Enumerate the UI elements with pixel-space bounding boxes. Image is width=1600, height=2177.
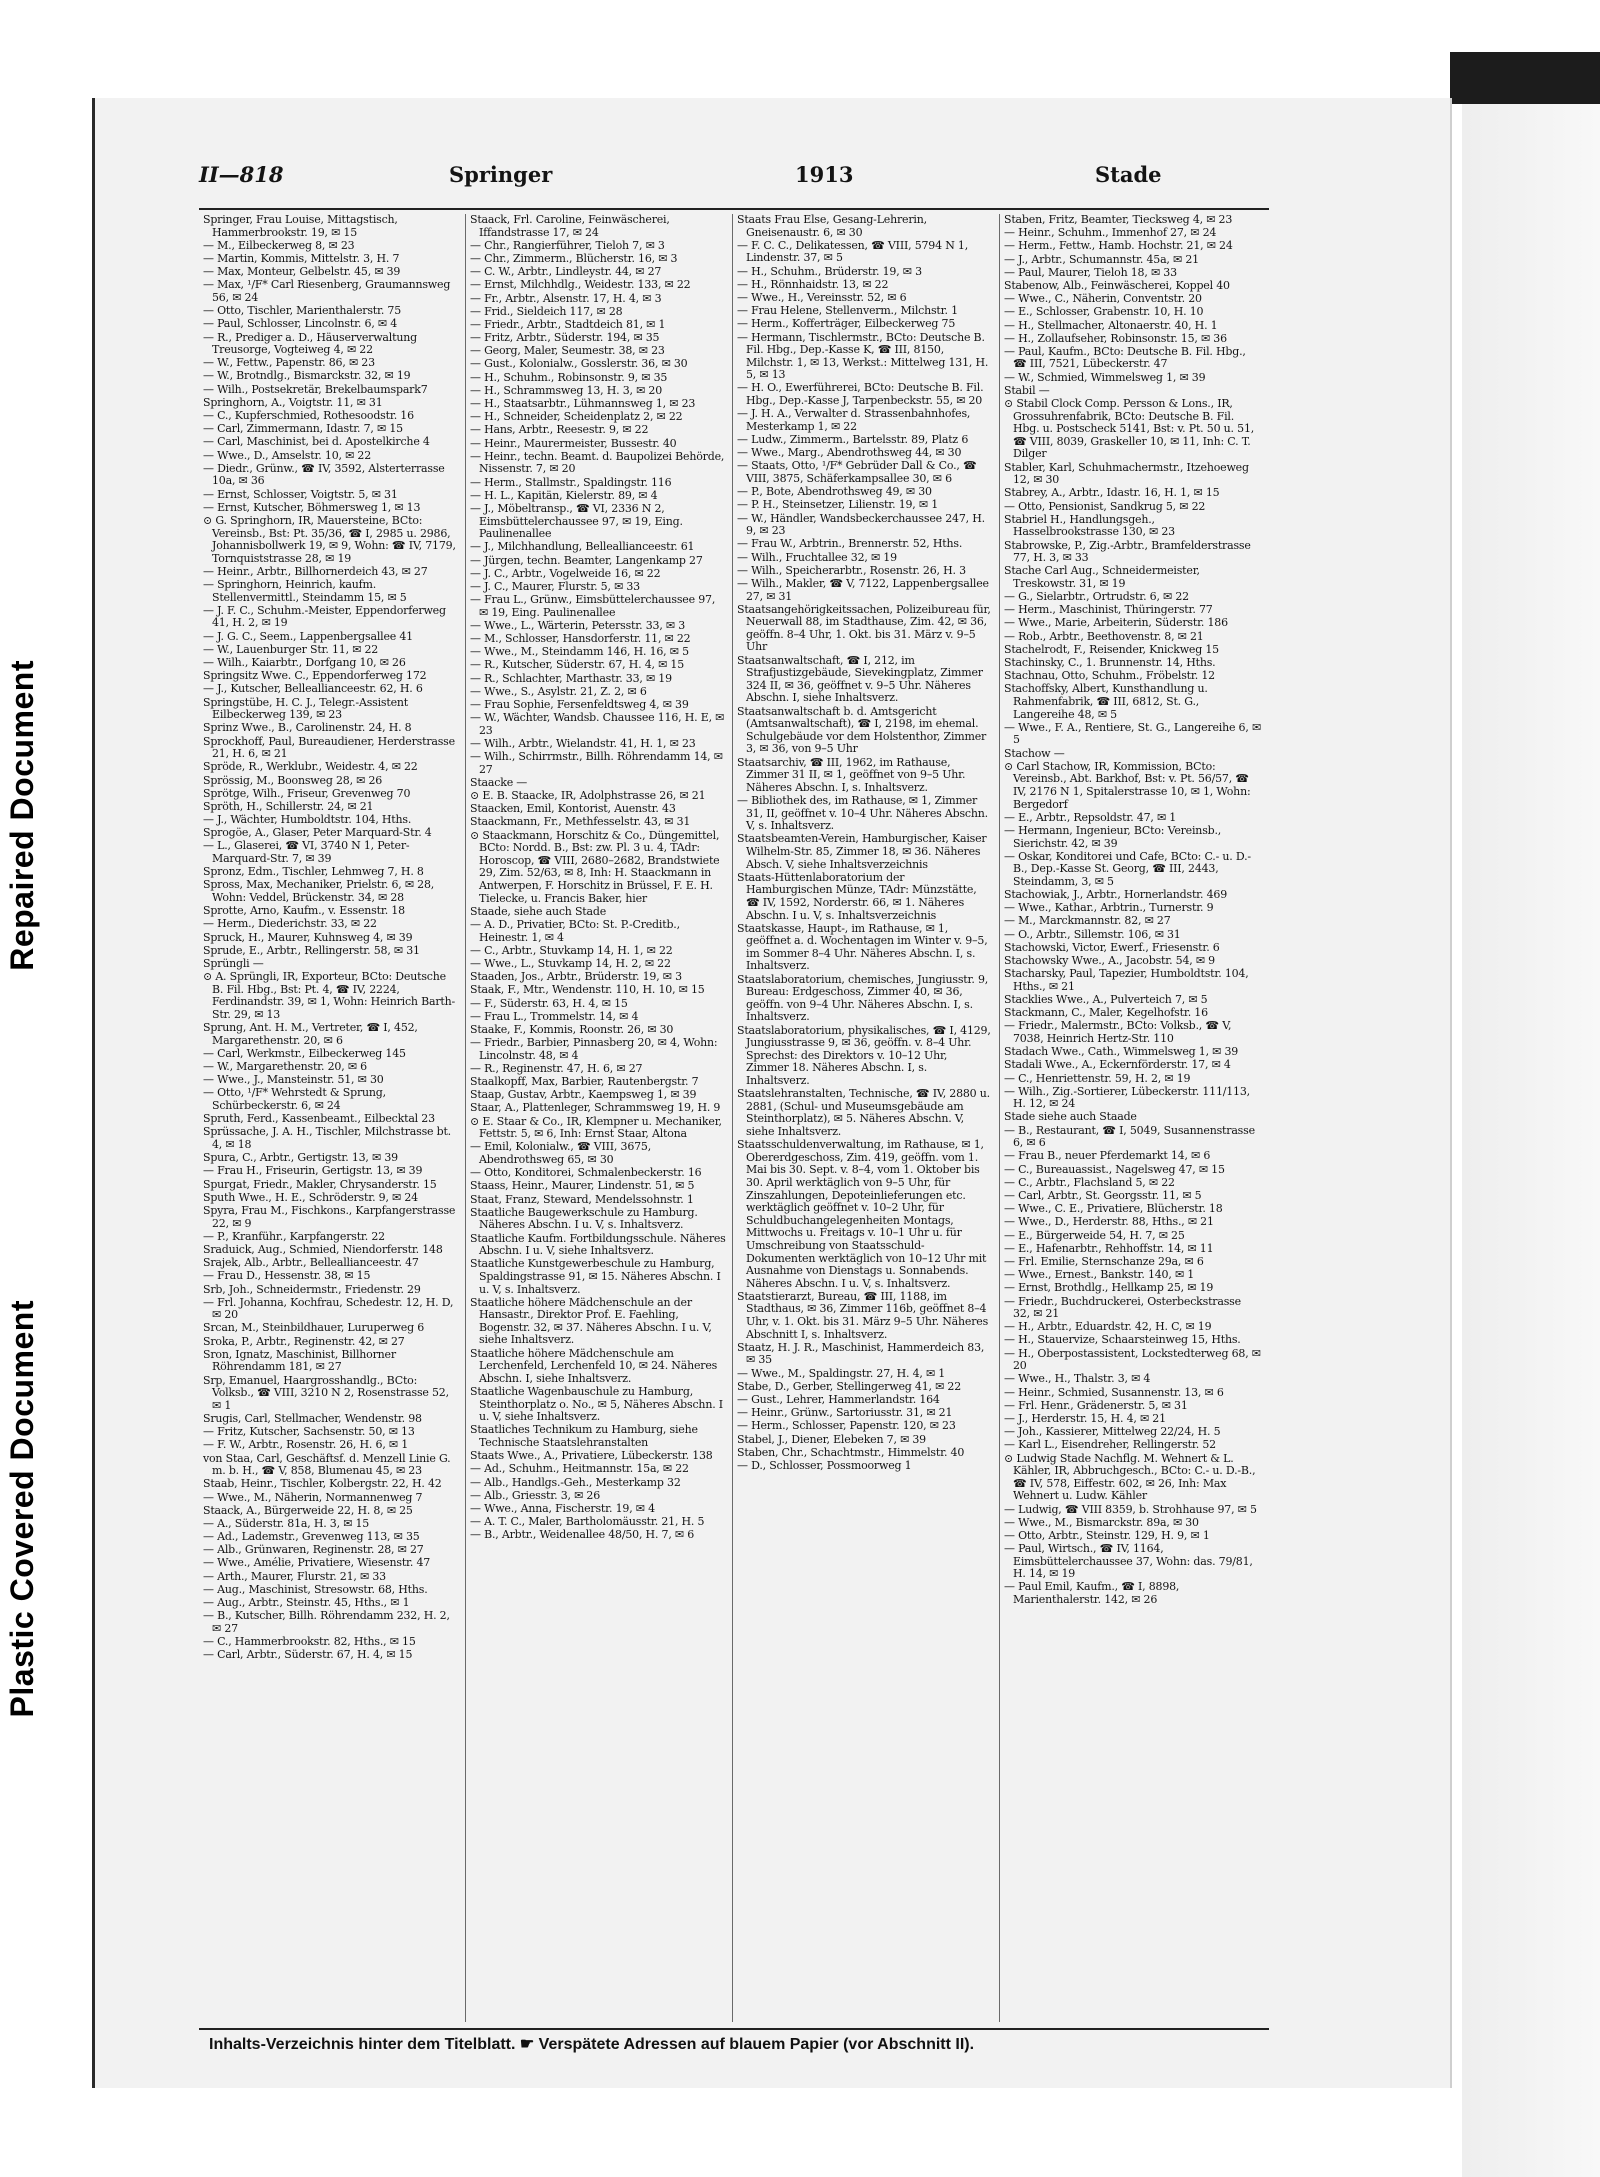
directory-entry: Staatliche Kunstgewerbeschule zu Hamburg, Spaldingstrasse 91, ✉ 15. Näheres Abschn. I u. V, s. Inhaltsverz. <box>470 1258 721 1296</box>
directory-entry: Staatslaboratorium, chemisches, Jungiusstr. 9, Bureau: Erdgeschoss, Zimmer 40, ✉ 36, geöffn. von 9–4 Uhr. Näheres Abschn. I, s. Inhaltsverz. <box>737 973 989 1024</box>
directory-entry: Staatslaboratorium, physikalisches, ☎ I, 4129, Jungiusstrasse 9, ✉ 36, geöffn. v. 8–4 Uhr. Sprechst: des Direktors v. 10–12 Uhr, Zimmer 18. Näheres Abschn. I, s. Inhaltsverz. <box>737 1024 991 1087</box>
directory-entry: Sprüngli — <box>203 957 264 970</box>
directory-entry: — Carl, Arbtr., St. Georgsstr. 11, ✉ 5 <box>1004 1190 1202 1202</box>
header-last-name: Stade <box>1095 162 1162 187</box>
directory-entry: Sprung, Ant. H. M., Vertreter, ☎ I, 452, Margarethenstr. 20, ✉ 6 <box>203 1022 418 1047</box>
scanner-black-edge <box>1450 52 1600 104</box>
directory-entry: — Wwe., Marg., Abendrothsweg 44, ✉ 30 <box>737 447 962 460</box>
directory-entry: — J., Milchhandlung, Belleallianceestr. 61 <box>470 541 695 554</box>
directory-entry: ⊙ E. Staar & Co., IR, Klempner u. Mechaniker, Fettstr. 5, ✉ 6, Inh: Ernst Staar, Altona <box>470 1115 722 1141</box>
directory-columns <box>199 214 1269 2022</box>
directory-entry: — H., Staatsarbtr., Lühmannsweg 1, ✉ 23 <box>470 398 696 411</box>
directory-entry: — Ernst, Brothdlg., Hellkamp 25, ✉ 19 <box>1004 1282 1214 1295</box>
directory-entry: — Hans, Arbtr., Reesestr. 9, ✉ 22 <box>470 424 649 437</box>
directory-entry: — W., Lauenburger Str. 11, ✉ 22 <box>203 643 379 656</box>
directory-entry: — E., Schlosser, Grabenstr. 10, H. 10 <box>1004 306 1204 319</box>
directory-entry: — Frid., Sieldeich 117, ✉ 28 <box>470 305 623 318</box>
directory-entry: Srcan, M., Steinbildhauer, Luruperweg 6 <box>203 1322 425 1335</box>
directory-entry: Springhorn, A., Voigtstr. 11, ✉ 31 <box>203 396 383 409</box>
directory-entry: — Frl. Emilie, Sternschanze 29a, ✉ 6 <box>1004 1255 1204 1268</box>
directory-entry: — Wwe., H., Thalstr. 3, ✉ 4 <box>1004 1373 1151 1386</box>
directory-entry: — W., Schmied, Wimmelsweg 1, ✉ 39 <box>1004 371 1206 384</box>
directory-entry: — Otto, Konditorei, Schmalenbeckerstr. 16 <box>470 1167 702 1180</box>
directory-entry: Stabil — <box>1004 384 1050 397</box>
directory-entry: Stabler, Karl, Schuhmachermstr., Itzehoeweg 12, ✉ 30 <box>1004 461 1249 487</box>
directory-entry: Sprüssache, J. A. H., Tischler, Milchstrasse bt. 4, ✉ 18 <box>203 1126 451 1152</box>
directory-entry: — Wwe., C. E., Privatiere, Blücherstr. 18 <box>1004 1203 1223 1216</box>
directory-entry: — Chr., Rangierführer, Tieloh 7, ✉ 3 <box>470 239 665 252</box>
directory-entry: — Heinr., Schmied, Susannenstr. 13, ✉ 6 <box>1004 1386 1224 1399</box>
directory-entry: — E., Hafenarbtr., Rehhoffstr. 14, ✉ 11 <box>1004 1242 1214 1255</box>
directory-entry: Staack, Frl. Caroline, Feinwäscherei, Iffandstrasse 17, ✉ 24 <box>470 214 670 239</box>
directory-entry: — Martin, Kommis, Mittelstr. 3, H. 7 <box>203 252 400 265</box>
directory-entry: — Arth., Maurer, Flurstr. 21, ✉ 33 <box>203 1570 386 1583</box>
directory-entry: Stachowiak, J., Arbtr., Hornerlandstr. 469 <box>1004 889 1228 902</box>
directory-entry: Staade, siehe auch Stade <box>470 905 607 918</box>
directory-entry: — Alb., Grünwaren, Reginenstr. 28, ✉ 27 <box>203 1544 424 1557</box>
directory-entry: — J. H. A., Verwalter d. Strassenbahnhofes, Mesterkamp 1, ✉ 22 <box>737 408 971 433</box>
directory-entry: Staatliche Wagenbauschule zu Hamburg, Steinthorplatz o. No., ✉ 5, Näheres Abschn. I u. V, siehe Inhaltsverz. <box>470 1386 723 1424</box>
directory-entry: — Wwe., M., Bismarckstr. 89a, ✉ 30 <box>1004 1516 1199 1529</box>
directory-entry: — Carl, Zimmermann, Idastr. 7, ✉ 15 <box>203 423 403 436</box>
directory-page <box>92 98 1452 2088</box>
directory-entry: — H., Rönnhaidstr. 13, ✉ 22 <box>737 278 889 291</box>
directory-entry: — Frl. Johanna, Kochfrau, Schedestr. 12, H. D, ✉ 20 <box>203 1296 454 1322</box>
directory-column-1 <box>199 214 466 2022</box>
directory-entry: Staatliche höhere Mädchenschule an der Hansastr., Direktor Prof. E. Faehling, Bogenstr. 32, ✉ 37. Näheres Abschn. I u. V, siehe Inhaltsverz. <box>470 1296 712 1347</box>
directory-entry: — C., Hammerbrookstr. 82, Hths., ✉ 15 <box>203 1636 416 1648</box>
directory-entry: — Wwe., Anna, Fischerstr. 19, ✉ 4 <box>470 1502 655 1515</box>
directory-entry: — F. C. C., Delikatessen, ☎ VIII, 5794 N 1, Lindenstr. 37, ✉ 5 <box>737 239 969 265</box>
directory-entry: — Aug., Arbtr., Steinstr. 45, Hths., ✉ 1 <box>203 1597 410 1610</box>
directory-entry: — Heinr., Grünw., Sartoriusstr. 31, ✉ 21 <box>737 1407 953 1420</box>
directory-entry: — Otto, Arbtr., Steinstr. 129, H. 9, ✉ 1 <box>1004 1529 1210 1542</box>
directory-entry: — O., Arbtr., Sillemstr. 106, ✉ 31 <box>1004 928 1181 941</box>
directory-entry: — Karl L., Eisendreher, Rellingerstr. 52 <box>1004 1439 1216 1452</box>
directory-entry: — Max, ¹/F* Carl Riesenberg, Graumannsweg 56, ✉ 24 <box>203 279 451 304</box>
directory-entry: — Ernst, Kutscher, Böhmersweg 1, ✉ 13 <box>203 501 421 514</box>
directory-entry: — Wwe., M., Spaldingstr. 27, H. 4, ✉ 1 <box>737 1367 946 1380</box>
directory-entry: — P., Kranführ., Karpfangerstr. 22 <box>203 1230 385 1243</box>
directory-entry: Staat, Franz, Steward, Mendelssohnstr. 1 <box>470 1193 694 1206</box>
directory-entry: — Wwe., C., Näherin, Conventstr. 20 <box>1004 293 1202 306</box>
directory-entry: Stachnau, Otto, Schuhm., Fröbelstr. 12 <box>1004 670 1215 683</box>
directory-entry: — C., Arbtr., Stuvkamp 14, H. 1, ✉ 22 <box>470 944 673 957</box>
directory-entry: — Ad., Lademstr., Grevenweg 113, ✉ 35 <box>203 1531 420 1544</box>
directory-entry: Springsitz Wwe. C., Eppendorferweg 172 <box>203 670 427 683</box>
directory-entry: Stabriel H., Handlungsgeh., Hasselbrookstrasse 130, ✉ 23 <box>1004 513 1175 539</box>
directory-entry: Stabrey, A., Arbtr., Idastr. 16, H. 1, ✉ 15 <box>1004 487 1220 500</box>
directory-entry: ⊙ G. Springhorn, IR, Mauersteine, BCto: Vereinsb., Bst: Pt. 35/36, ☎ I, 2985 u. 2986, Johannisbollwerk 19, ✉ 9, Wohn: ☎ IV, 7179, Tornquiststrasse 28, ✉ 19 <box>203 514 456 565</box>
directory-entry: — Friedr., Arbtr., Stadtdeich 81, ✉ 1 <box>470 318 666 331</box>
directory-entry: Staatstierarzt, Bureau, ☎ III, 1188, im Stadthaus, ✉ 36, Zimmer 116b, geöffnet 8–4 Uhr, v. 1. Okt. bis 31. März 9–5 Uhr. Näheres Abschnitt I, s. Inhaltsverz. <box>737 1290 989 1341</box>
directory-entry: — Frau Sophie, Fersenfeldtsweg 4, ✉ 39 <box>470 698 689 711</box>
directory-entry: Sprössig, M., Boonsweg 28, ✉ 26 <box>203 774 383 787</box>
directory-entry: — W., Brotndlg., Bismarckstr. 32, ✉ 19 <box>203 370 411 383</box>
page-header <box>199 156 1269 210</box>
directory-entry: — H., Schrammsweg 13, H. 3, ✉ 20 <box>470 384 663 397</box>
directory-entry: — J., Wächter, Humboldtstr. 104, Hths. <box>203 814 412 827</box>
directory-entry: Spurgat, Friedr., Makler, Chrysanderstr. 15 <box>203 1178 437 1191</box>
directory-entry: — Staats, Otto, ¹/F* Gebrüder Dall & Co., ☎ VIII, 3875, Schäferkampsallee 30, ✉ 6 <box>737 460 977 485</box>
directory-entry: — Ernst, Milchhdlg., Weidestr. 133, ✉ 22 <box>470 279 691 292</box>
directory-entry: — Wilh., Zig.-Sortierer, Lübeckerstr. 111/113, H. 12, ✉ 24 <box>1004 1085 1250 1111</box>
directory-column-4 <box>1000 214 1267 2022</box>
directory-entry: — Gust., Lehrer, Hammerlandstr. 164 <box>737 1394 940 1406</box>
directory-entry: — Frl. Henr., Grädenerstr. 5, ✉ 31 <box>1004 1399 1188 1412</box>
directory-entry: — Paul, Maurer, Tieloh 18, ✉ 33 <box>1004 266 1177 279</box>
directory-entry: — E., Arbtr., Repsoldstr. 47, ✉ 1 <box>1004 811 1177 824</box>
directory-entry: Sprockhoff, Paul, Bureaudiener, Herderstrasse 21, H. 6, ✉ 21 <box>203 735 455 761</box>
directory-entry: — Hermann, Tischlermstr., BCto: Deutsche B. Fil. Hbg., Dep.-Kasse K, ☎ III, 8150, Milchstr. 1, ✉ 13, Werkst.: Mittelweg 131, H. 5, ✉ 13 <box>737 331 989 382</box>
directory-entry: — Ludw., Zimmerm., Bartelsstr. 89, Platz 6 <box>737 434 969 447</box>
directory-entry: — Carl, Werkmstr., Eilbeckerweg 145 <box>203 1047 406 1060</box>
directory-entry: Spross, Max, Mechaniker, Prielstr. 6, ✉ 28, Wohn: Veddel, Brückenstr. 34, ✉ 28 <box>203 879 435 905</box>
directory-entry: — Diedr., Grünw., ☎ IV, 3592, Alsterterrasse 10a, ✉ 36 <box>203 462 445 488</box>
directory-entry: Staalkopff, Max, Barbier, Rautenbergstr. 7 <box>470 1076 699 1089</box>
page-content <box>199 156 1269 2066</box>
directory-entry: — C., Kupferschmied, Rothesoodstr. 16 <box>203 410 414 423</box>
scan-background-right <box>1462 104 1600 2177</box>
directory-entry: Stadach Wwe., Cath., Wimmelsweg 1, ✉ 39 <box>1004 1046 1239 1059</box>
directory-entry: Sprogöe, A., Glaser, Peter Marquard-Str. 4 <box>203 827 432 840</box>
directory-entry: — Georg, Maler, Seumestr. 38, ✉ 23 <box>470 345 665 358</box>
directory-entry: — P., Bote, Abendrothsweg 49, ✉ 30 <box>737 486 932 499</box>
directory-entry: — Frau D., Hessenstr. 38, ✉ 15 <box>203 1270 371 1283</box>
directory-entry: Stabe, D., Gerber, Stellingerweg 41, ✉ 22 <box>737 1380 962 1393</box>
directory-entry: ⊙ Ludwig Stade Nachflg. M. Wehnert & L. Kähler, IR, Abbruchgesch., BCto: C.- u. D.-B., ☎ IV, 578, Eiffestr. 602, ✉ 26, Inh: Max Wehnert u. Ludw. Kähler <box>1004 1452 1256 1503</box>
directory-entry: Staatskasse, Haupt-, im Rathause, ✉ 1, geöffnet a. d. Wochentagen im Winter v. 9–5, im Sommer 8–4 Uhr. Näheres Abschn. I, s. Inhaltsverz. <box>737 922 988 973</box>
directory-entry: Spura, C., Arbtr., Gertigstr. 13, ✉ 39 <box>203 1152 398 1165</box>
directory-entry: — Wwe., Kathar., Arbtrin., Turnerstr. 9 <box>1004 902 1214 915</box>
directory-entry: Springer, Frau Louise, Mittagstisch, Hammerbrookstr. 19, ✉ 15 <box>203 214 398 239</box>
directory-entry: — Alb., Handlgs.-Geh., Mesterkamp 32 <box>470 1476 681 1489</box>
directory-entry: — Emil, Kolonialw., ☎ VIII, 3675, Abendrothsweg 65, ✉ 30 <box>470 1141 652 1166</box>
directory-entry: Staats-Hüttenlaboratorium der Hamburgischen Münze, TAdr: Münzstätte, ☎ IV, 1592, Norderstr. 66, ✉ 1. Näheres Abschn. I u. V, s. Inhaltsverzeichnis <box>737 871 977 922</box>
directory-entry: — Wwe., S., Asylstr. 21, Z. 2, ✉ 6 <box>470 685 647 698</box>
directory-entry: Staaden, Jos., Arbtr., Brüderstr. 19, ✉ 3 <box>470 971 682 984</box>
directory-entry: — Frau B., neuer Pferdemarkt 14, ✉ 6 <box>1004 1150 1211 1163</box>
directory-entry: — Friedr., Buchdruckerei, Osterbeckstrasse 32, ✉ 21 <box>1004 1295 1241 1321</box>
directory-entry: — Heinr., Schuhm., Immenhof 27, ✉ 24 <box>1004 227 1217 240</box>
directory-entry: — Wilh., Speicherarbtr., Rosenstr. 26, H. 3 <box>737 564 966 577</box>
directory-entry: Staatliche Baugewerkschule zu Hamburg. Näheres Abschn. I u. V, s. Inhaltsverz. <box>470 1206 698 1232</box>
directory-entry: Stabel, J., Diener, Elebeken 7, ✉ 39 <box>737 1433 926 1446</box>
directory-entry: — C., Bureauassist., Nagelsweg 47, ✉ 15 <box>1004 1163 1225 1176</box>
directory-entry: — Herm., Schlosser, Papenstr. 120, ✉ 23 <box>737 1420 956 1433</box>
directory-entry: — H., Oberpostassistent, Lockstedterweg 68, ✉ 20 <box>1004 1347 1261 1373</box>
directory-entry: — B., Kutscher, Billh. Röhrendamm 232, H. 2, ✉ 27 <box>203 1610 450 1635</box>
directory-entry: — Fr., Arbtr., Alsenstr. 17, H. 4, ✉ 3 <box>470 292 662 305</box>
directory-entry: Staap, Gustav, Arbtr., Kaempsweg 1, ✉ 39 <box>470 1089 697 1102</box>
directory-entry: — Wilh., Postsekretär, Brekelbaumspark7 <box>203 383 428 396</box>
directory-entry: Stache Carl Aug., Schneidermeister, Treskowstr. 31, ✉ 19 <box>1004 565 1200 590</box>
directory-entry: — Oskar, Konditorei und Cafe, BCto: C.- u. D.-B., Dep.-Kasse St. Georg, ☎ III, 2443, Steindamm, 3, ✉ 5 <box>1004 850 1251 888</box>
directory-entry: — M., Eilbeckerweg 8, ✉ 23 <box>203 239 355 252</box>
directory-entry: — H., Schuhm., Robinsonstr. 9, ✉ 35 <box>470 371 668 384</box>
directory-entry: Staben, Fritz, Beamter, Tiecksweg 4, ✉ 23 <box>1004 214 1233 226</box>
directory-entry: Stachoffsky, Albert, Kunsthandlung u. Rahmenfabrik, ☎ III, 6812, St. G., Langereihe 48, ✉ 5 <box>1004 683 1208 721</box>
directory-entry: Sroka, P., Arbtr., Reginenstr. 42, ✉ 27 <box>203 1335 405 1348</box>
directory-entry: — Paul, Schlosser, Lincolnstr. 6, ✉ 4 <box>203 318 398 331</box>
directory-entry: — Otto, Pensionist, Sandkrug 5, ✉ 22 <box>1004 500 1206 513</box>
directory-entry: — Wwe., F. A., Rentiere, St. G., Langereihe 6, ✉ 5 <box>1004 721 1261 747</box>
directory-entry: — Wwe., Amélie, Privatiere, Wiesenstr. 47 <box>203 1557 431 1570</box>
directory-entry: Stacharsky, Paul, Tapezier, Humboldtstr. 104, Hths., ✉ 21 <box>1004 968 1249 993</box>
directory-entry: Staatliche höhere Mädchenschule am Lerchenfeld, Lerchenfeld 10, ✉ 24. Näheres Abschn. I, siehe Inhaltsverz. <box>470 1347 718 1385</box>
directory-entry: — Carl, Arbtr., Süderstr. 67, H. 4, ✉ 15 <box>203 1649 413 1662</box>
directory-entry: Staatsbeamten-Verein, Hamburgischer, Kaiser Wilhelm-Str. 85, Zimmer 18, ✉ 36. Näheres Absch. V, siehe Inhaltsverzeichnis <box>737 833 987 871</box>
directory-entry: Stabenow, Alb., Feinwäscherei, Koppel 40 <box>1004 279 1230 292</box>
page-footer: Inhalts-Verzeichnis hinter dem Titelblatt. ☛ Verspätete Adressen auf blauem Papier (vor Abschnitt II). <box>209 2036 975 2053</box>
directory-entry: — A. D., Privatier, BCto: St. P.-Creditb., Heinestr. 1, ✉ 4 <box>470 919 680 944</box>
directory-entry: — Otto, ¹/F* Wehrstedt & Sprung, Schürbeckerstr. 6, ✉ 24 <box>203 1087 386 1113</box>
directory-entry: — Wwe., L., Stuvkamp 14, H. 2, ✉ 22 <box>470 957 671 970</box>
directory-entry: — C., Henriettenstr. 59, H. 2, ✉ 19 <box>1004 1072 1191 1085</box>
directory-entry: Sprude, E., Arbtr., Rellingerstr. 58, ✉ 31 <box>203 944 420 957</box>
directory-column-3 <box>733 214 1000 2022</box>
directory-entry: — P. H., Steinsetzer, Lilienstr. 19, ✉ 1 <box>737 499 939 512</box>
directory-entry: ⊙ Stabil Clock Comp. Persson & Lons., IR, Grossuhrenfabrik, BCto: Deutsche B. Fil. Hbg. u. Postscheck 5141, Bst: v. Pt. 50 u. 51, ☎ VIII, 8039, Graskeller 10, ✉ 11, Inh: C. T. Dilger <box>1004 398 1255 461</box>
directory-entry: — R., Kutscher, Süderstr. 67, H. 4, ✉ 15 <box>470 659 685 672</box>
directory-entry: — F. W., Arbtr., Rosenstr. 26, H. 6, ✉ 1 <box>203 1439 409 1452</box>
directory-entry: — Frau Helene, Stellenverm., Milchstr. 1 <box>737 305 958 318</box>
directory-entry: Spruth, Ferd., Kassenbeamt., Eilbecktal 23 <box>203 1113 435 1126</box>
directory-entry: — M., Schlosser, Hansdorferstr. 11, ✉ 22 <box>470 633 691 646</box>
directory-entry: — H., Stellmacher, Altonaerstr. 40, H. 1 <box>1004 319 1218 332</box>
directory-entry: ⊙ Carl Stachow, IR, Kommission, BCto: Vereinsb., Abt. Barkhof, Bst: v. Pt. 56/57, ☎ IV, 2176 N 1, Spitalerstrasse 10, ✉ 1, Wohn: Bergedorf <box>1004 760 1251 811</box>
directory-entry: — J., Kutscher, Belleallianceestr. 62, H. 6 <box>203 683 423 696</box>
directory-entry: — Ludwig, ☎ VIII 8359, b. Strohhause 97, ✉ 5 <box>1004 1503 1257 1516</box>
directory-entry: Sputh Wwe., H. E., Schröderstr. 9, ✉ 24 <box>203 1191 418 1204</box>
directory-entry: — Wilh., Schirrmstr., Billh. Röhrendamm 14, ✉ 27 <box>470 751 723 776</box>
directory-entry: Spyra, Frau M., Fischkons., Karpfangerstrasse 22, ✉ 9 <box>203 1204 456 1230</box>
directory-entry: Spröth, H., Schillerstr. 24, ✉ 21 <box>203 800 374 813</box>
side-label-repaired: Repaired Document <box>4 660 40 971</box>
directory-entry: — J. C., Arbtr., Vogelweide 16, ✉ 22 <box>470 567 661 580</box>
directory-entry: — J. F. C., Schuhm.-Meister, Eppendorferweg 41, H. 2, ✉ 19 <box>203 604 446 630</box>
directory-entry: — J., Arbtr., Schumannstr. 45a, ✉ 21 <box>1004 253 1199 266</box>
directory-entry: — Ernst, Schlosser, Voigtstr. 5, ✉ 31 <box>203 488 398 501</box>
directory-entry: Staatliche Kaufm. Fortbildungsschule. Näheres Abschn. I u. V, siehe Inhaltsverz. <box>470 1232 726 1258</box>
directory-entry: Srugis, Carl, Stellmacher, Wendenstr. 98 <box>203 1413 422 1425</box>
side-label-plastic-covered: Plastic Covered Document <box>4 1300 40 1718</box>
directory-entry: Spronz, Edm., Tischler, Lehmweg 7, H. 8 <box>203 866 424 879</box>
directory-entry: — R., Prediger a. D., Häuserverwaltung Treusorge, Vogteiweg 4, ✉ 22 <box>203 331 417 357</box>
header-year: 1913 <box>795 162 854 187</box>
directory-entry: Staatsschuldenverwaltung, im Rathause, ✉ 1, Obererdgeschoss, Zim. 419, geöffn. vom 1. Mai bis 30. Sept. v. 8–4, vom 1. Oktober bis 30. April werktäglich von 9–5 Uhr, für Zinszahlungen, Depoteinlieferungen etc. werktäglich geöffnet v. 10–2 Uhr, für Schuldbuchangelegenheiten Montags, Mittwochs u. Freitags v. 10–1 Uhr u. für Umschreibung von Staatsschuld-Dokumenten werktäglich von 10–12 Uhr mit Ausnahme von Dienstags u. Sonnabends. Näheres Abschn. I u. V, s. Inhaltsverz. <box>737 1139 987 1290</box>
directory-column-2 <box>466 214 733 2022</box>
directory-entry: — D., Schlosser, Possmoorweg 1 <box>737 1459 912 1472</box>
directory-entry: — F., Süderstr. 63, H. 4, ✉ 15 <box>470 997 628 1010</box>
directory-entry: — W., Wächter, Wandsb. Chaussee 116, H. E, ✉ 23 <box>470 712 725 737</box>
directory-entry: — J. C., Maurer, Flurstr. 5, ✉ 33 <box>470 580 640 593</box>
directory-entry: — Wwe., L., Wärterin, Petersstr. 33, ✉ 3 <box>470 619 686 632</box>
directory-entry: Staacken, Emil, Kontorist, Auenstr. 43 <box>470 803 676 816</box>
directory-entry: Stachelrodt, F., Reisender, Knickweg 15 <box>1004 643 1219 656</box>
directory-entry: Srb, Joh., Schneidermstr., Friedenstr. 29 <box>203 1283 421 1296</box>
directory-entry: — Heinr., Arbtr., Billhornerdeich 43, ✉ 27 <box>203 565 428 578</box>
directory-entry: — Wilh., Makler, ☎ V, 7122, Lappenbergsallee 27, ✉ 31 <box>737 577 989 603</box>
directory-entry: — Ad., Schuhm., Heitmannstr. 15a, ✉ 22 <box>470 1463 689 1476</box>
directory-entry: — Jürgen, techn. Beamter, Langenkamp 27 <box>470 554 703 567</box>
directory-entry: — Springhorn, Heinrich, kaufm. Stellenvermittl., Steindamm 15, ✉ 5 <box>203 579 407 604</box>
directory-entry: — B., Arbtr., Weidenallee 48/50, H. 7, ✉ 6 <box>470 1529 695 1542</box>
directory-entry: — C., Arbtr., Flachsland 5, ✉ 22 <box>1004 1176 1175 1189</box>
directory-entry: Staatsanwaltschaft b. d. Amtsgericht (Amtsanwaltschaft), ☎ I, 2198, im ehemal. Schulgebäude vor dem Holstenthor, Zimmer 3, ✉ 36, von 9–5 Uhr <box>737 705 987 756</box>
directory-entry: — Wwe., M., Näherin, Normannenweg 7 <box>203 1491 423 1504</box>
directory-entry: — Wwe., Marie, Arbeiterin, Süderstr. 186 <box>1004 617 1228 630</box>
directory-entry: — Frau L., Trommelstr. 14, ✉ 4 <box>470 1010 639 1023</box>
directory-entry: — Alb., Griesstr. 3, ✉ 26 <box>470 1489 601 1502</box>
directory-entry: Staatz, H. J. R., Maschinist, Hammerdeich 83, ✉ 35 <box>737 1341 985 1367</box>
directory-entry: — Fritz, Kutscher, Sachsenstr. 50, ✉ 13 <box>203 1426 415 1439</box>
directory-entry: — H., Arbtr., Eduardstr. 42, H. C, ✉ 19 <box>1004 1321 1212 1334</box>
directory-entry: ⊙ A. Sprüngli, IR, Exporteur, BCto: Deutsche B. Fil. Hbg., Bst: Pt. 4, ☎ IV, 2224, Ferdinandstr. 39, ✉ 1, Wohn: Heinrich Barth-Str. 29, ✉ 13 <box>203 971 456 1021</box>
directory-entry: Stade siehe auch Staade <box>1004 1111 1137 1124</box>
directory-entry: — H. L., Kapitän, Kielerstr. 89, ✉ 4 <box>470 489 658 502</box>
directory-entry: — W., Fettw., Papenstr. 86, ✉ 23 <box>203 357 375 370</box>
directory-entry: ⊙ Staackmann, Horschitz & Co., Düngemittel, BCto: Nordd. B., Bst: zw. Pl. 3 u. 4, TAdr: Horoscop, ☎ VIII, 2680–2682, Brandstwiete 29, Zim. 52/63, ✉ 8, Inh: H. Staackmann in Antwerpen, F. Horschitz in Brüssel, F. E. H. Tielecke, u. Francis Baker, hier <box>470 829 720 905</box>
directory-entry: Staak, F., Mtr., Wendenstr. 110, H. 10, ✉ 15 <box>470 984 705 997</box>
directory-entry: — Paul Emil, Kaufm., ☎ I, 8898, Marienthalerstr. 142, ✉ 26 <box>1004 1581 1180 1607</box>
directory-entry: Staass, Heinr., Maurer, Lindenstr. 51, ✉ 5 <box>470 1180 695 1193</box>
directory-entry: — A., Süderstr. 81a, H. 3, ✉ 15 <box>203 1517 370 1530</box>
directory-entry: — Frau W., Arbtrin., Brennerstr. 52, Hths. <box>737 538 963 551</box>
directory-entry: Staatslehranstalten, Technische, ☎ IV, 2880 u. 2881, (Schul- und Museumsgebäude am Steinthorplatz), ✉ 5. Näheres Abschn. V, siehe Inhaltsverz. <box>737 1088 990 1138</box>
directory-entry: Sprotte, Arno, Kaufm., v. Essenstr. 18 <box>203 905 405 918</box>
directory-entry: Springstübe, H. C. J., Telegr.-Assistent Eilbeckerweg 139, ✉ 23 <box>203 696 408 722</box>
directory-entry: Staben, Chr., Schachtmstr., Himmelstr. 40 <box>737 1446 965 1459</box>
directory-entry: — W., Händler, Wandsbeckerchaussee 247, H. 9, ✉ 23 <box>737 512 985 538</box>
directory-entry: — H., Schuhm., Brüderstr. 19, ✉ 3 <box>737 265 922 278</box>
directory-entry: — Frau H., Friseurin, Gertigstr. 13, ✉ 39 <box>203 1165 423 1178</box>
directory-entry: — Wilh., Kaiarbtr., Dorfgang 10, ✉ 26 <box>203 657 406 670</box>
directory-entry: — Herm., Stallmstr., Spaldingstr. 116 <box>470 476 672 489</box>
directory-entry: — Paul, Kaufm., BCto: Deutsche B. Fil. Hbg., ☎ III, 7521, Lübeckerstr. 47 <box>1004 345 1246 371</box>
directory-entry: — Wwe., Ernest., Bankstr. 140, ✉ 1 <box>1004 1269 1195 1282</box>
directory-entry: — Otto, Tischler, Marienthalerstr. 75 <box>203 305 402 318</box>
directory-entry: — Carl, Maschinist, bei d. Apostelkirche 4 <box>203 436 430 449</box>
directory-entry: — Wilh., Fruchtallee 32, ✉ 19 <box>737 551 897 564</box>
directory-entry: — Chr., Zimmerm., Blücherstr. 16, ✉ 3 <box>470 252 678 265</box>
footer-divider <box>199 2028 1269 2030</box>
directory-entry: Sron, Ignatz, Maschinist, Billhorner Röhrendamm 181, ✉ 27 <box>203 1348 396 1374</box>
directory-entry: Staatsangehörigkeitssachen, Polizeibureau für, Neuerwall 88, im Stadthause, Zim. 42, ✉ 36, geöffn. 8–4 Uhr, 1. Okt. bis 31. März v. 9–5 Uhr <box>737 603 991 654</box>
directory-entry: — H., Stauervize, Schaarsteinweg 15, Hths. <box>1004 1334 1241 1347</box>
directory-entry: — J. G. C., Seem., Lappenbergsallee 41 <box>203 630 413 643</box>
directory-entry: ⊙ E. B. Staacke, IR, Adolphstrasse 26, ✉ 21 <box>470 790 706 803</box>
directory-entry: — Max, Monteur, Gelbelstr. 45, ✉ 39 <box>203 266 401 279</box>
directory-entry: Staacke — <box>470 776 528 789</box>
side-label-strip <box>0 0 90 2177</box>
directory-entry: — Frau L., Grünw., Eimsbüttelerchaussee 97, ✉ 19, Eing. Paulinenallee <box>470 594 716 619</box>
directory-entry: — Wwe., H., Vereinsstr. 52, ✉ 6 <box>737 291 907 304</box>
directory-entry: — Wwe., D., Amselstr. 10, ✉ 22 <box>203 449 371 462</box>
directory-entry: Staats Wwe., A., Privatiere, Lübeckerstr. 138 <box>470 1450 713 1463</box>
directory-entry: — Aug., Maschinist, Stresowstr. 68, Hths. <box>203 1583 428 1596</box>
directory-entry: Stachowski, Victor, Ewerf., Friesenstr. 6 <box>1004 941 1220 954</box>
directory-entry: Stachinsky, C., 1. Brunnenstr. 14, Hths. <box>1004 657 1216 670</box>
directory-entry: Stachow — <box>1004 747 1065 760</box>
directory-entry: — M., Marckmannstr. 82, ✉ 27 <box>1004 915 1171 928</box>
directory-entry: Staatliches Technikum zu Hamburg, siehe Technische Staatslehranstalten <box>470 1424 698 1449</box>
directory-entry: Stachowsky Wwe., A., Jacobstr. 54, ✉ 9 <box>1004 955 1215 967</box>
directory-entry: Staatsanwaltschaft, ☎ I, 212, im Strafjustizgebäude, Sievekingplatz, Zimmer 324 II, ✉ 36, geöffnet v. 9–5 Uhr. Näheres Abschn. I, siehe Inhaltsverz. <box>737 654 983 705</box>
directory-entry: Staats Frau Else, Gesang-Lehrerin, Gneisenaustr. 6, ✉ 30 <box>737 214 927 239</box>
directory-entry: Staack, A., Bürgerweide 22, H. 8, ✉ 25 <box>203 1504 413 1517</box>
directory-entry: — Joh., Kassierer, Mittelweg 22/24, H. 5 <box>1004 1426 1221 1439</box>
directory-entry: — J., Herderstr. 15, H. 4, ✉ 21 <box>1004 1413 1166 1425</box>
directory-entry: — Bibliothek des, im Rathause, ✉ 1, Zimmer 31, II, geöffnet v. 10–4 Uhr. Näheres Abschn. V, s. Inhaltsverz. <box>737 794 988 833</box>
header-first-name: Springer <box>449 162 553 187</box>
directory-entry: — G., Sielarbtr., Ortrudstr. 6, ✉ 22 <box>1004 591 1189 604</box>
directory-entry: — Herm., Diederichstr. 33, ✉ 22 <box>203 918 377 931</box>
directory-entry: — Herm., Maschinist, Thüringerstr. 77 <box>1004 604 1213 617</box>
directory-entry: Sraduick, Aug., Schmied, Niendorferstr. 148 <box>203 1243 443 1256</box>
directory-entry: — J., Möbeltransp., ☎ VI, 2336 N 2, Eimsbüttelerchaussee 97, ✉ 19, Eing. Paulinenallee <box>470 502 683 541</box>
directory-entry: — H., Zollaufseher, Robinsonstr. 15, ✉ 36 <box>1004 332 1227 345</box>
directory-entry: — L., Glaserei, ☎ VI, 3740 N 1, Peter-Marquard-Str. 7, ✉ 39 <box>203 840 410 866</box>
directory-entry: — Fritz, Arbtr., Süderstr. 194, ✉ 35 <box>470 332 660 345</box>
directory-entry: Spröde, R., Werklubr., Weidestr. 4, ✉ 22 <box>203 761 418 774</box>
directory-entry: Staatsarchiv, ☎ III, 1962, im Rathause, Zimmer 31 II, ✉ 1, geöffnet von 9–5 Uhr. Näheres Abschn. I, s. Inhaltsverz. <box>737 756 966 794</box>
directory-entry: — Heinr., techn. Beamt. d. Baupolizei Behörde, Nissenstr. 7, ✉ 20 <box>470 450 725 476</box>
directory-entry: — R., Reginenstr. 47, H. 6, ✉ 27 <box>470 1062 643 1075</box>
directory-entry: — Hermann, Ingenieur, BCto: Vereinsb., Sierichstr. 42, ✉ 39 <box>1004 824 1222 850</box>
directory-entry: Srajek, Alb., Arbtr., Belleallianceestr. 47 <box>203 1257 419 1270</box>
directory-entry: — B., Restaurant, ☎ I, 5049, Susannenstrasse 6, ✉ 6 <box>1004 1124 1255 1150</box>
directory-entry: Staar, A., Plattenleger, Schrammsweg 19, H. 9 <box>470 1102 721 1115</box>
directory-entry: — Herm., Fettw., Hamb. Hochstr. 21, ✉ 24 <box>1004 240 1233 253</box>
directory-entry: — Wwe., D., Herderstr. 88, Hths., ✉ 21 <box>1004 1216 1214 1229</box>
directory-entry: Sprötge, Wilh., Friseur, Grevenweg 70 <box>203 787 411 800</box>
directory-entry: — H., Schneider, Scheidenplatz 2, ✉ 22 <box>470 411 683 424</box>
directory-entry: Stabrowske, P., Zig.-Arbtr., Bramfelderstrasse 77, H. 3, ✉ 33 <box>1004 539 1251 565</box>
directory-entry: Stadali Wwe., A., Eckernförderstr. 17, ✉ 4 <box>1004 1059 1231 1072</box>
directory-entry: — Friedr., Barbier, Pinnasberg 20, ✉ 4, Wohn: Lincolnstr. 48, ✉ 4 <box>470 1037 718 1062</box>
directory-entry: Spruck, H., Maurer, Kuhnsweg 4, ✉ 39 <box>203 931 413 944</box>
directory-entry: — H. O., Ewerführerei, BCto: Deutsche B. Fil. Hbg., Dep.-Kasse J, Tarpenbeckstr. 55, ✉ 20 <box>737 382 984 408</box>
directory-entry: — E., Bürgerweide 54, H. 7, ✉ 25 <box>1004 1229 1185 1242</box>
directory-entry: Staake, F., Kommis, Roonstr. 26, ✉ 30 <box>470 1023 674 1036</box>
page-number: II—818 <box>199 162 284 187</box>
directory-entry: — C. W., Arbtr., Lindleystr. 44, ✉ 27 <box>470 266 662 279</box>
directory-entry: — Rob., Arbtr., Beethovenstr. 8, ✉ 21 <box>1004 630 1204 643</box>
directory-entry: Staab, Heinr., Tischler, Kolbergstr. 22, H. 42 <box>203 1478 442 1491</box>
directory-entry: Stacklies Wwe., A., Pulverteich 7, ✉ 5 <box>1004 993 1208 1006</box>
directory-entry: — Friedr., Malermstr., BCto: Volksb., ☎ V, 7038, Heinrich Hertz-Str. 110 <box>1004 1020 1232 1045</box>
directory-entry: von Staa, Carl, Geschäftsf. d. Menzell Linie G. m. b. H., ☎ V, 858, Blumenau 45, ✉ 23 <box>203 1452 451 1478</box>
directory-entry: — W., Margarethenstr. 20, ✉ 6 <box>203 1061 367 1074</box>
directory-entry: Sprinz Wwe., B., Carolinenstr. 24, H. 8 <box>203 722 412 735</box>
directory-entry: — Wwe., M., Steindamm 146, H. 16, ✉ 5 <box>470 646 689 659</box>
directory-entry: — Heinr., Maurermeister, Bussestr. 40 <box>470 437 677 450</box>
directory-entry: — Wwe., J., Mansteinstr. 51, ✉ 30 <box>203 1074 384 1087</box>
directory-entry: Srp, Emanuel, Haargrosshandlg., BCto: Volksb., ☎ VIII, 3210 N 2, Rosenstrasse 52, ✉ 1 <box>203 1374 449 1412</box>
directory-entry: — Gust., Kolonialw., Gosslerstr. 36, ✉ 30 <box>470 358 688 371</box>
directory-entry: — R., Schlachter, Marthastr. 33, ✉ 19 <box>470 672 672 685</box>
directory-entry: — A. T. C., Maler, Bartholomäusstr. 21, H. 5 <box>470 1516 705 1529</box>
directory-entry: — Wilh., Arbtr., Wielandstr. 41, H. 1, ✉ 23 <box>470 737 696 750</box>
directory-entry: Stackmann, C., Maler, Kegelhofstr. 16 <box>1004 1007 1208 1020</box>
directory-entry: Staackmann, Fr., Methfesselstr. 43, ✉ 31 <box>470 816 691 829</box>
directory-entry: — Herm., Kofferträger, Eilbeckerweg 75 <box>737 318 956 331</box>
directory-entry: — Paul, Wirtsch., ☎ IV, 1164, Eimsbüttelerchaussee 37, Wohn: das. 79/81, H. 14, ✉ 19 <box>1004 1543 1253 1581</box>
